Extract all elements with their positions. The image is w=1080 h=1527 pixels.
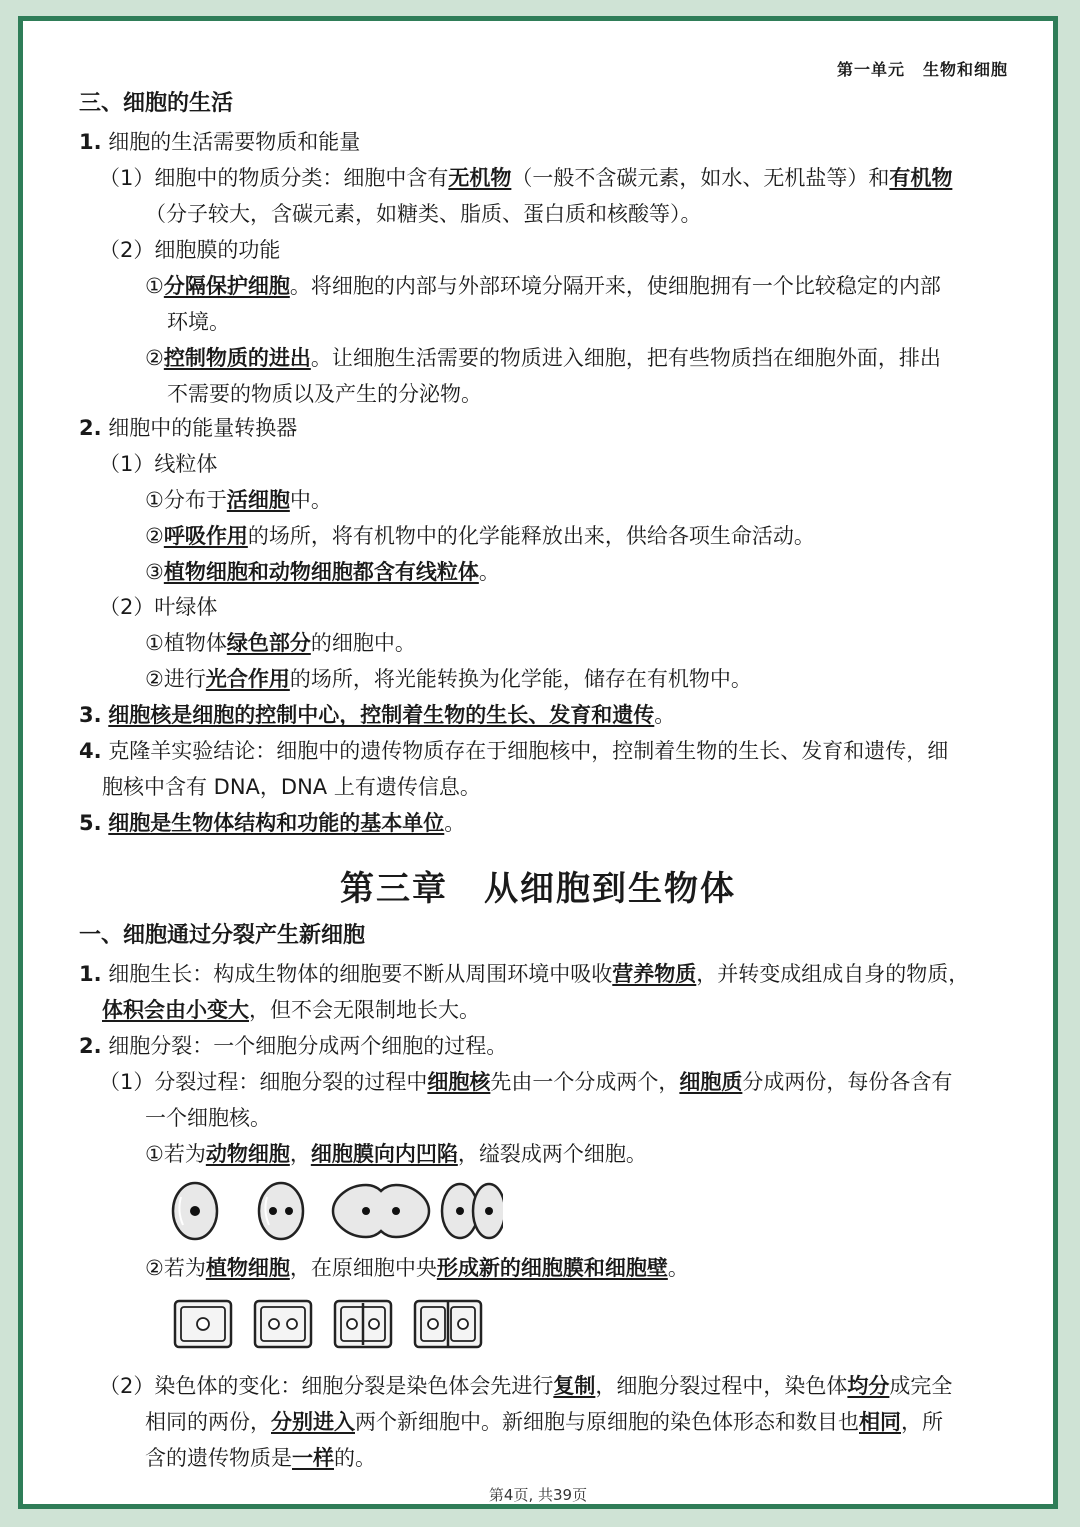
ch3-item-2-1: （1）分裂过程：细胞分裂的过程中细胞核先由一个分成两个，细胞质分成两份，每份各含有: [99, 1070, 953, 1094]
item-2-2: （2）叶绿体: [99, 595, 218, 619]
nucleus: [458, 1319, 468, 1329]
item-1-1-cont: （分子较大，含碳元素，如糖类、脂质、蛋白质和核酸等）。: [145, 202, 702, 226]
item-1-2-2-cont: 不需要的物质以及产生的分泌物。: [167, 382, 482, 406]
item-2-2-1: ①植物体绿色部分的细胞中。: [145, 631, 416, 655]
ch3-item-1-cont: 体积会由小变大，但不会无限制地长大。: [102, 998, 480, 1022]
item-4-cont: 胞核中含有 DNA，DNA 上有遗传信息。: [102, 775, 481, 799]
ch3-item-2-1-cont: 一个细胞核。: [145, 1106, 271, 1130]
item-2-2-2: ②进行光合作用的场所，将光能转换为化学能，储存在有机物中。: [145, 667, 752, 691]
item-1-2-2: ②控制物质的进出。让细胞生活需要的物质进入细胞，把有些物质挡在细胞外面，排出: [145, 346, 941, 370]
nucleus: [392, 1207, 400, 1215]
ch3-item-2: 2. 细胞分裂：一个细胞分成两个细胞的过程。: [79, 1034, 508, 1058]
item-2-1: （1）线粒体: [99, 452, 218, 476]
section-title: 三、细胞的生活: [79, 91, 234, 116]
nucleus: [269, 1207, 277, 1215]
nucleus: [428, 1319, 438, 1329]
nucleus: [197, 1318, 209, 1330]
item-2-1-3: ③植物细胞和动物细胞都含有线粒体。: [145, 560, 500, 584]
page: [18, 16, 1058, 1509]
nucleus: [456, 1207, 464, 1215]
item-2-1-1: ①分布于活细胞中。: [145, 488, 332, 512]
nucleus: [287, 1319, 297, 1329]
item-1-2: （2）细胞膜的功能: [99, 238, 281, 262]
ch3-item-2-2: （2）染色体的变化：细胞分裂是染色体会先进行复制，细胞分裂过程中，染色体均分成完全: [99, 1374, 953, 1398]
chapter-title: 第三章 从细胞到生物体: [340, 869, 736, 909]
ch3-item-2-2-cont: 相同的两份，分别进入两个新细胞中。新细胞与原细胞的染色体形态和数目也相同，所: [145, 1410, 943, 1434]
nucleus: [369, 1319, 379, 1329]
nucleus: [269, 1319, 279, 1329]
nucleus: [362, 1207, 370, 1215]
ch3-item-2-1-2: ②若为植物细胞，在原细胞中央形成新的细胞膜和细胞壁。: [145, 1256, 689, 1280]
running-header: [819, 57, 1008, 80]
ch3-item-2-1-1: ①若为动物细胞，细胞膜向内凹陷，缢裂成两个细胞。: [145, 1142, 647, 1166]
animal-cell-division-diagram: [163, 1177, 503, 1247]
animal-cell-stage-3: [333, 1185, 429, 1237]
nucleus: [190, 1206, 200, 1216]
item-2: 2. 细胞中的能量转换器: [79, 416, 298, 440]
item-1-2-1: ①分隔保护细胞。将细胞的内部与外部环境分隔开来，使细胞拥有一个比较稳定的内部: [145, 274, 941, 298]
item-5: 5. 细胞是生物体结构和功能的基本单位。: [79, 811, 466, 835]
item-2-1-2: ②呼吸作用的场所，将有机物中的化学能释放出来，供给各项生命活动。: [145, 524, 815, 548]
nucleus: [347, 1319, 357, 1329]
ch3-item-1: 1. 细胞生长：构成生物体的细胞要不断从周围环境中吸收营养物质，并转变成组成自身的物质，: [79, 962, 970, 986]
plant-cell-division-diagram: [163, 1289, 503, 1359]
item-1: 1. 细胞的生活需要物质和能量: [79, 130, 361, 154]
section-title-2: 一、细胞通过分裂产生新细胞: [79, 923, 366, 948]
nucleus: [285, 1207, 293, 1215]
item-1-1: （1）细胞中的物质分类：细胞中含有无机物（一般不含碳元素，如水、无机盐等）和有机物: [99, 166, 953, 190]
nucleus: [485, 1207, 493, 1215]
item-4: 4. 克隆羊实验结论：细胞中的遗传物质存在于细胞核中，控制着生物的生长、发育和遗传，细: [79, 739, 949, 763]
header-topic: 生物和细胞: [922, 60, 1008, 79]
item-3: 3. 细胞核是细胞的控制中心，控制着生物的生长、发育和遗传。: [79, 703, 676, 727]
page-number: 第4页, 共39页: [488, 1486, 588, 1504]
ch3-item-2-2-cont-2: 含的遗传物质是一样的。: [145, 1446, 376, 1470]
item-1-2-1-cont: 环境。: [167, 310, 230, 334]
header-unit: 第一单元: [836, 60, 905, 79]
